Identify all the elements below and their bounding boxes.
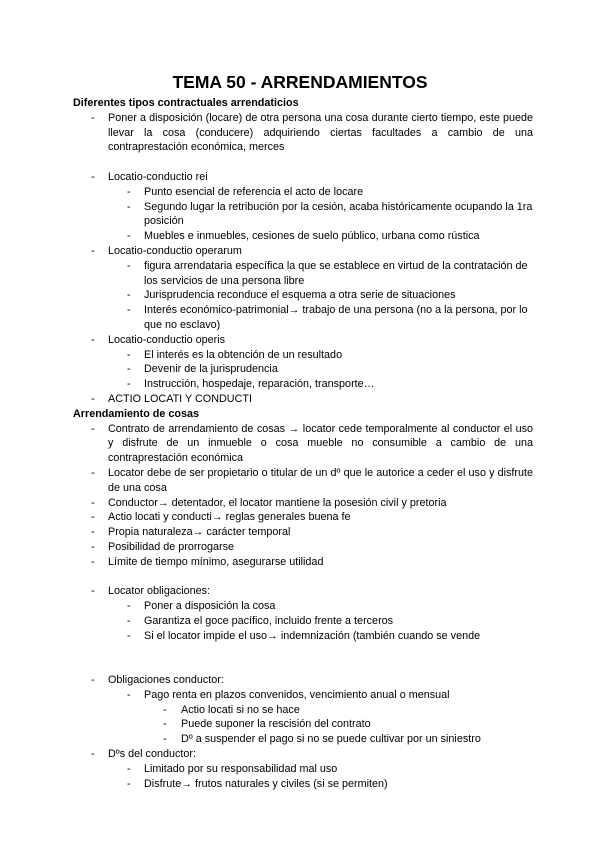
bullet-dash: - — [127, 378, 131, 391]
bullet-dash: - — [91, 392, 95, 405]
list-item: - Actio locati si no se hace — [163, 703, 300, 716]
bullet-dash: - — [91, 111, 95, 124]
spacer — [73, 570, 533, 585]
list-item: - Contrato de arrendamiento de cosas → locator cede temporalmente al conductor el uso y disfrute de un inmueble o cosa mueble no consumible a cambio de una contraprestación económica — [91, 422, 533, 465]
bullet-dash: - — [91, 496, 95, 509]
list-item: - Locatio-conductio operarum — [91, 244, 242, 257]
document-body — [73, 96, 533, 791]
bullet-dash: - — [127, 259, 131, 272]
bullet-dash: - — [127, 688, 131, 701]
page-title: TEMA 50 - ARRENDAMIENTOS — [172, 72, 428, 92]
list-item: - Interés económico-patrimonial→ trabajo de una persona (no a la persona, por lo que no esclavo) — [127, 304, 528, 331]
list-item: - Obligaciones conductor: — [91, 674, 224, 687]
bullet-dash: - — [91, 422, 95, 435]
spacer — [73, 643, 533, 658]
list-item: - Actio locati y conducti→ reglas generales buena fe — [91, 511, 351, 524]
bullet-dash: - — [127, 614, 131, 627]
list-item: - Locator debe de ser propietario o titular de un dº que le autorice a ceder el uso y disfrute de una cosa — [91, 466, 533, 494]
list-item: - El interés es la obtención de un resultado — [127, 348, 343, 361]
list-item: - Posibilidad de prorrogarse — [91, 540, 235, 553]
list-item: - Pago renta en plazos convenidos, vencimiento anual o mensual — [127, 688, 450, 701]
list-item: - Propia naturaleza→ carácter temporal — [91, 526, 291, 539]
bullet-dash: - — [127, 289, 131, 302]
list-item: - ACTIO LOCATI Y CONDUCTI — [91, 392, 252, 405]
section-heading: Arrendamiento de cosas — [73, 407, 200, 420]
list-item: - Locator obligaciones: — [91, 585, 211, 598]
spacer — [73, 155, 533, 170]
bullet-dash: - — [127, 200, 131, 213]
list-item: - Puede suponer la rescisión del contrato — [163, 718, 371, 731]
list-item: - Locatio-conductio operis — [91, 333, 226, 346]
bullet-dash: - — [127, 304, 131, 317]
list-item: - Dº a suspender el pago si no se puede cultivar por un siniestro — [163, 733, 481, 746]
bullet-dash: - — [163, 733, 167, 746]
list-item: - Garantiza el goce pacífico, incluido frente a terceros — [127, 614, 394, 627]
spacer — [73, 658, 533, 673]
bullet-dash: - — [127, 185, 131, 198]
bullet-dash: - — [91, 466, 95, 479]
bullet-dash: - — [163, 703, 167, 716]
bullet-dash: - — [91, 244, 95, 257]
bullet-dash: - — [91, 585, 95, 598]
list-item: - Punto esencial de referencia el acto de locare — [127, 185, 364, 198]
bullet-dash: - — [127, 363, 131, 376]
bullet-dash: - — [91, 748, 95, 761]
list-item: - Limitado por su responsabilidad mal uso — [127, 762, 338, 775]
list-item: - Locatio-conductio rei — [91, 170, 208, 183]
section-heading: Diferentes tipos contractuales arrendaticios — [73, 97, 299, 109]
bullet-dash: - — [91, 170, 95, 183]
list-item: - Conductor→ detentador, el locator mantiene la posesión civil y pretoria — [91, 496, 447, 509]
bullet-dash: - — [127, 777, 131, 790]
list-item: - Segundo lugar la retribución por la cesión, acaba históricamente ocupando la 1ra posición — [127, 200, 533, 228]
list-item: - Poner a disposición (locare) de otra persona una cosa durante cierto tiempo, este puede llevar la cosa (conducere) adquiriendo ciertas facultades a cambio de una contraprestación económica, merces — [91, 111, 533, 154]
list-item: - Poner a disposición la cosa — [127, 600, 276, 613]
list-item: - Muebles e inmuebles, cesiones de suelo público, urbana como rústica — [127, 230, 480, 243]
bullet-dash: - — [91, 555, 95, 568]
list-item: - figura arrendataria específica la que se establece en virtud de la contratación de los servicios de una persona libre — [127, 259, 528, 287]
bullet-dash: - — [127, 762, 131, 775]
bullet-dash: - — [91, 333, 95, 346]
bullet-dash: - — [163, 718, 167, 731]
list-item: - Dºs del conductor: — [91, 748, 196, 761]
list-item: - Límite de tiempo mínimo, asegurarse utilidad — [91, 555, 324, 568]
list-item: - Instrucción, hospedaje, reparación, transporte… — [127, 378, 375, 391]
bullet-dash: - — [91, 674, 95, 687]
list-item: - Jurisprudencia reconduce el esquema a otra serie de situaciones — [127, 289, 456, 302]
bullet-dash: - — [91, 526, 95, 539]
bullet-dash: - — [91, 511, 95, 524]
list-item: - Si el locator impide el uso→ indemnización (también cuando se vende — [127, 629, 481, 642]
bullet-dash: - — [127, 348, 131, 361]
list-item: - Devenir de la jurisprudencia — [127, 363, 278, 376]
list-item: - Disfrute→ frutos naturales y civiles (si se permiten) — [127, 777, 388, 790]
bullet-dash: - — [91, 540, 95, 553]
bullet-dash: - — [127, 600, 131, 613]
bullet-dash: - — [127, 629, 131, 642]
bullet-dash: - — [127, 230, 131, 243]
